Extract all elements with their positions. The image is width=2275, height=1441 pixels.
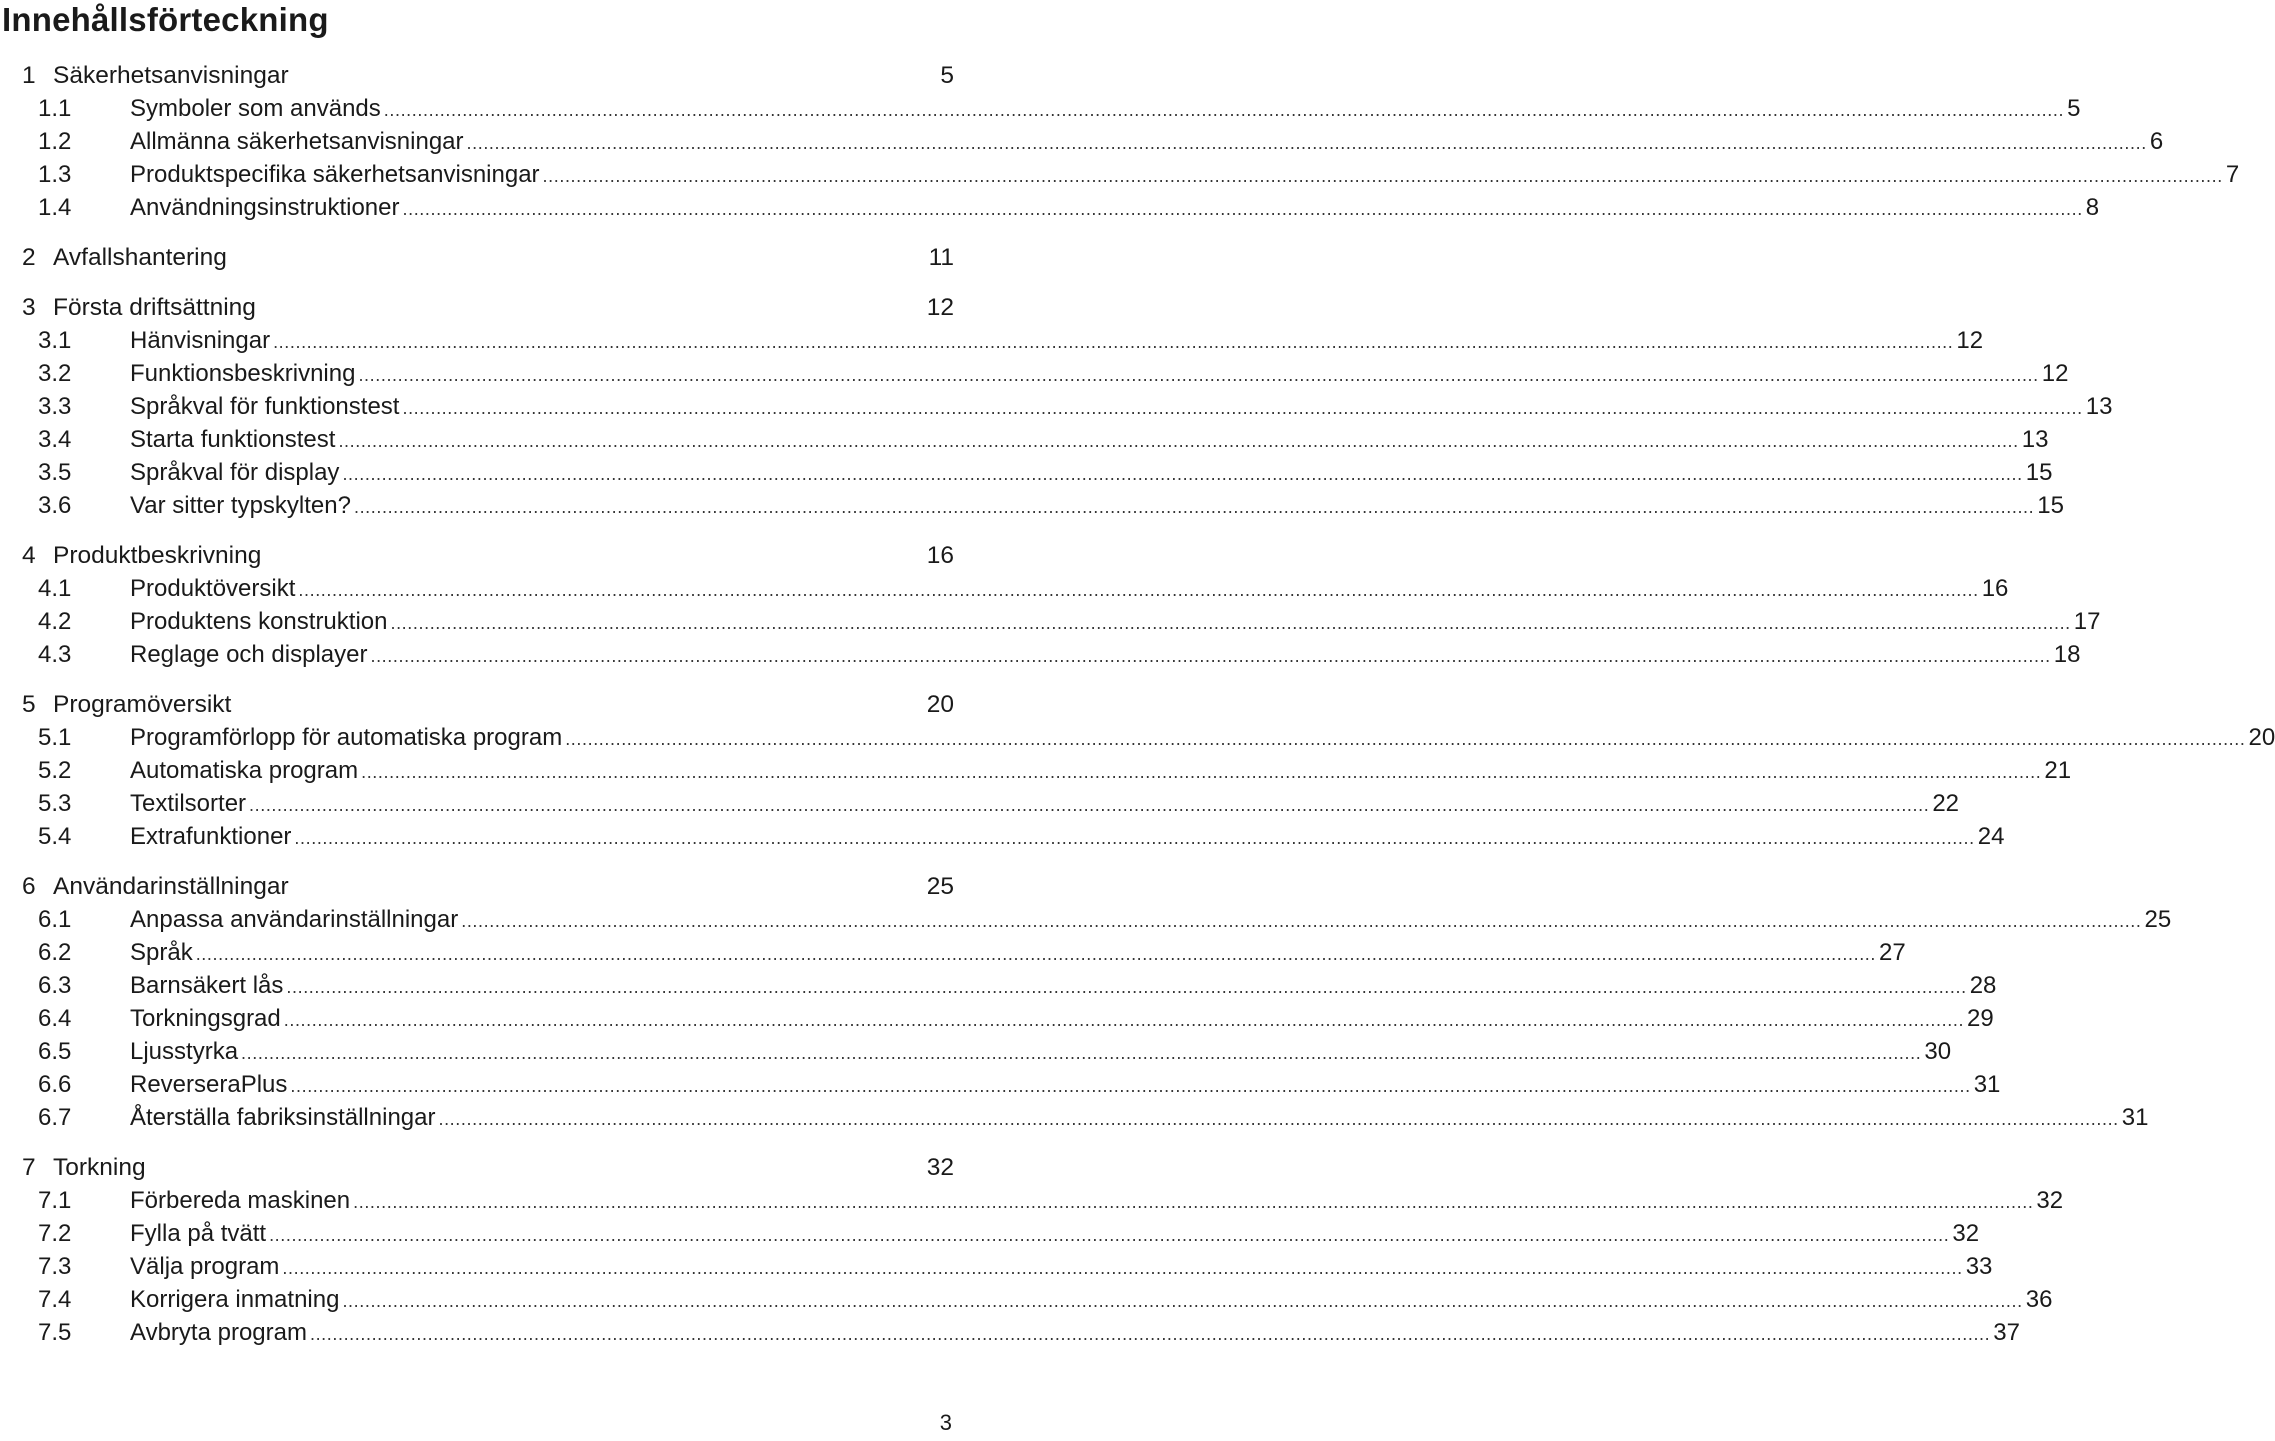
chapter-title: Produktbeskrivning bbox=[53, 542, 262, 569]
dot-leader: ............................................................................................................................................................................................................................................................................................................ bbox=[290, 1076, 1971, 1096]
section-number: 3.2 bbox=[38, 360, 72, 387]
toc-chapter[interactable] bbox=[0, 242, 960, 274]
section-number: 1.1 bbox=[38, 95, 72, 122]
toc-section[interactable] bbox=[0, 820, 2005, 853]
section-title: Reglage och displayer bbox=[130, 641, 368, 668]
section-title: Välja program bbox=[130, 1253, 280, 1280]
section-number: 3.5 bbox=[38, 459, 72, 486]
toc-chapter[interactable] bbox=[0, 292, 960, 324]
toc-section[interactable] bbox=[0, 1101, 2149, 1134]
dot-leader: ............................................................................................................................................................................................................................................................................................................ bbox=[353, 1192, 2034, 1212]
section-page: 27 bbox=[1879, 939, 1906, 966]
section-entry bbox=[130, 1217, 1980, 1252]
dot-leader: ............................................................................................................................................................................................................................................................................................................ bbox=[241, 1043, 1922, 1063]
section-title: Språkval för display bbox=[130, 459, 340, 486]
section-page: 36 bbox=[2025, 1286, 2053, 1313]
section-title: Återställa fabriksinställningar bbox=[130, 1104, 436, 1131]
toc-section[interactable] bbox=[0, 1316, 2020, 1349]
page-title: Innehållsförteckning bbox=[2, 1, 329, 38]
section-title: Produktspecifika säkerhetsanvisningar bbox=[130, 161, 540, 188]
section-page: 32 bbox=[2036, 1187, 2064, 1214]
section-title: ReverseraPlus bbox=[130, 1071, 288, 1098]
section-number: 3.1 bbox=[38, 327, 72, 354]
dot-leader: ............................................................................................................................................................................................................................................................................................................ bbox=[402, 199, 2083, 219]
section-title: Fylla på tvätt bbox=[130, 1220, 267, 1247]
section-page: 16 bbox=[1981, 575, 2009, 602]
toc-chapter[interactable] bbox=[0, 689, 960, 721]
dot-leader: ............................................................................................................................................................................................................................................................................................................ bbox=[466, 133, 2147, 153]
dot-leader: ............................................................................................................................................................................................................................................................................................................ bbox=[361, 762, 2042, 782]
section-number: 6.6 bbox=[38, 1071, 72, 1098]
chapter-number: 7 bbox=[22, 1154, 36, 1181]
chapter-page: 5 bbox=[940, 62, 954, 89]
section-entry bbox=[130, 489, 2064, 524]
dot-leader: ............................................................................................................................................................................................................................................................................................................ bbox=[286, 977, 1967, 997]
section-page: 13 bbox=[2021, 426, 2049, 453]
dot-leader: ............................................................................................................................................................................................................................................................................................................ bbox=[353, 497, 2035, 517]
dot-leader: ............................................................................................................................................................................................................................................................................................................ bbox=[249, 795, 1930, 815]
toc-section[interactable] bbox=[0, 1002, 1994, 1035]
toc-section[interactable] bbox=[0, 1217, 1980, 1250]
chapter-page: 20 bbox=[926, 691, 954, 718]
section-number: 6.1 bbox=[38, 906, 72, 933]
toc-section[interactable] bbox=[0, 572, 2009, 605]
section-page: 22 bbox=[1932, 790, 1960, 817]
toc-section[interactable] bbox=[0, 754, 2072, 787]
section-entry bbox=[130, 969, 1997, 1004]
section-number: 3.3 bbox=[38, 393, 72, 420]
section-page: 12 bbox=[1956, 327, 1984, 354]
section-page: 24 bbox=[1977, 823, 2005, 850]
toc-section[interactable] bbox=[0, 936, 1906, 969]
section-page: 12 bbox=[2041, 360, 2069, 387]
section-number: 4.1 bbox=[38, 575, 72, 602]
chapter-page: 16 bbox=[926, 542, 954, 569]
section-page: 28 bbox=[1969, 972, 1997, 999]
section-number: 6.4 bbox=[38, 1005, 72, 1032]
chapter-title: Avfallshantering bbox=[53, 244, 227, 271]
section-title: Ljusstyrka bbox=[130, 1038, 239, 1065]
section-page: 25 bbox=[2144, 906, 2172, 933]
section-page: 37 bbox=[1993, 1319, 2020, 1346]
toc-section[interactable] bbox=[0, 423, 2049, 456]
toc-section[interactable] bbox=[0, 92, 2081, 125]
dot-leader: ............................................................................................................................................................................................................................................................................................................ bbox=[383, 100, 2065, 120]
toc-section[interactable] bbox=[0, 191, 2100, 224]
section-number: 7.1 bbox=[38, 1187, 72, 1214]
dot-leader: ............................................................................................................................................................................................................................................................................................................ bbox=[370, 646, 2051, 666]
section-number: 1.3 bbox=[38, 161, 72, 188]
section-entry bbox=[130, 1283, 2053, 1318]
section-page: 31 bbox=[1973, 1071, 2001, 1098]
section-page: 30 bbox=[1924, 1038, 1952, 1065]
dot-leader: ............................................................................................................................................................................................................................................................................................................ bbox=[298, 580, 1979, 600]
chapter-number: 5 bbox=[22, 691, 36, 718]
dot-leader: ............................................................................................................................................................................................................................................................................................................ bbox=[342, 464, 2023, 484]
section-number: 5.4 bbox=[38, 823, 72, 850]
section-page: 15 bbox=[2025, 459, 2053, 486]
dot-leader: ............................................................................................................................................................................................................................................................................................................ bbox=[461, 911, 2142, 931]
section-number: 6.3 bbox=[38, 972, 72, 999]
section-entry bbox=[130, 903, 2172, 938]
section-entry bbox=[130, 191, 2100, 226]
dot-leader: ............................................................................................................................................................................................................................................................................................................ bbox=[283, 1010, 1965, 1030]
section-title: Symboler som används bbox=[130, 95, 381, 122]
section-entry bbox=[130, 1250, 1993, 1285]
section-number: 4.2 bbox=[38, 608, 72, 635]
section-entry bbox=[130, 423, 2049, 458]
section-entry bbox=[130, 1184, 2064, 1219]
chapter-title: Användarinställningar bbox=[53, 873, 289, 900]
section-title: Funktionsbeskrivning bbox=[130, 360, 356, 387]
toc-section[interactable] bbox=[0, 357, 2069, 390]
toc-chapter[interactable] bbox=[0, 871, 960, 903]
section-title: Korrigera inmatning bbox=[130, 1286, 340, 1313]
section-entry bbox=[130, 357, 2069, 392]
section-number: 1.2 bbox=[38, 128, 72, 155]
dot-leader: ............................................................................................................................................................................................................................................................................................................ bbox=[342, 1291, 2023, 1311]
chapter-title: Första driftsättning bbox=[53, 294, 256, 321]
dot-leader: ............................................................................................................................................................................................................................................................................................................ bbox=[358, 365, 2039, 385]
section-number: 7.4 bbox=[38, 1286, 72, 1313]
section-page: 17 bbox=[2073, 608, 2101, 635]
toc-chapter[interactable] bbox=[0, 540, 960, 572]
chapter-page: 32 bbox=[926, 1154, 954, 1181]
chapter-title: Torkning bbox=[53, 1154, 146, 1181]
dot-leader: ............................................................................................................................................................................................................................................................................................................ bbox=[438, 1109, 2119, 1129]
section-entry bbox=[130, 456, 2053, 491]
section-entry bbox=[130, 638, 2081, 673]
section-entry bbox=[130, 1068, 2001, 1103]
section-entry bbox=[130, 936, 1906, 971]
section-entry bbox=[130, 820, 2005, 855]
toc-section[interactable] bbox=[0, 489, 2064, 522]
chapter-number: 1 bbox=[22, 62, 36, 89]
section-page: 18 bbox=[2053, 641, 2081, 668]
toc-section[interactable] bbox=[0, 605, 2101, 638]
section-page: 20 bbox=[2248, 724, 2275, 751]
chapter-number: 4 bbox=[22, 542, 36, 569]
dot-leader: ............................................................................................................................................................................................................................................................................................................ bbox=[309, 1324, 1991, 1344]
table-of-contents bbox=[0, 60, 2275, 1349]
dot-leader: ............................................................................................................................................................................................................................................................................................................ bbox=[542, 166, 2223, 186]
toc-section[interactable] bbox=[0, 1283, 2053, 1316]
chapter-number: 2 bbox=[22, 244, 36, 271]
section-number: 5.3 bbox=[38, 790, 72, 817]
section-entry bbox=[130, 605, 2101, 640]
section-title: Användningsinstruktioner bbox=[130, 194, 400, 221]
chapter-number: 6 bbox=[22, 873, 36, 900]
section-title: Barnsäkert lås bbox=[130, 972, 284, 999]
section-number: 3.4 bbox=[38, 426, 72, 453]
chapter-page: 12 bbox=[926, 294, 954, 321]
section-entry bbox=[130, 787, 1960, 822]
toc-section[interactable] bbox=[0, 1250, 1993, 1283]
toc-section[interactable] bbox=[0, 721, 2275, 754]
section-page: 5 bbox=[2067, 95, 2081, 122]
toc-section[interactable] bbox=[0, 1184, 2064, 1217]
section-title: Programförlopp för automatiska program bbox=[130, 724, 563, 751]
toc-section[interactable] bbox=[0, 125, 2164, 158]
section-title: Textilsorter bbox=[130, 790, 247, 817]
dot-leader: ............................................................................................................................................................................................................................................................................................................ bbox=[273, 332, 1954, 352]
dot-leader: ............................................................................................................................................................................................................................................................................................................ bbox=[338, 431, 2019, 451]
section-number: 5.1 bbox=[38, 724, 72, 751]
section-title: Torkningsgrad bbox=[130, 1005, 281, 1032]
section-title: Hänvisningar bbox=[130, 327, 271, 354]
dot-leader: ............................................................................................................................................................................................................................................................................................................ bbox=[269, 1225, 1950, 1245]
chapter-page: 11 bbox=[928, 244, 954, 271]
section-entry bbox=[130, 754, 2072, 789]
section-number: 5.2 bbox=[38, 757, 72, 784]
section-page: 13 bbox=[2085, 393, 2113, 420]
section-number: 6.7 bbox=[38, 1104, 72, 1131]
section-title: Starta funktionstest bbox=[130, 426, 336, 453]
chapter-page: 25 bbox=[926, 873, 954, 900]
toc-section[interactable] bbox=[0, 787, 1960, 820]
toc-section[interactable] bbox=[0, 1068, 2001, 1101]
section-title: Språkval för funktionstest bbox=[130, 393, 400, 420]
dot-leader: ............................................................................................................................................................................................................................................................................................................ bbox=[565, 729, 2246, 749]
section-entry bbox=[130, 1002, 1994, 1037]
toc-section[interactable] bbox=[0, 158, 2240, 191]
section-entry bbox=[130, 125, 2164, 160]
toc-section[interactable] bbox=[0, 638, 2081, 671]
section-number: 4.3 bbox=[38, 641, 72, 668]
toc-section[interactable] bbox=[0, 324, 1984, 357]
section-title: Språk bbox=[130, 939, 193, 966]
section-number: 6.2 bbox=[38, 939, 72, 966]
section-page: 15 bbox=[2037, 492, 2064, 519]
section-title: Förbereda maskinen bbox=[130, 1187, 351, 1214]
chapter-title: Säkerhetsanvisningar bbox=[53, 62, 289, 89]
dot-leader: ............................................................................................................................................................................................................................................................................................................ bbox=[282, 1258, 1963, 1278]
section-title: Produktöversikt bbox=[130, 575, 296, 602]
section-entry bbox=[130, 324, 1984, 359]
section-page: 8 bbox=[2085, 194, 2100, 221]
section-number: 6.5 bbox=[38, 1038, 72, 1065]
page-number: 3 bbox=[939, 1410, 952, 1435]
section-page: 6 bbox=[2149, 128, 2164, 155]
section-entry bbox=[130, 721, 2275, 756]
section-entry bbox=[130, 1316, 2020, 1351]
chapter-title: Programöversikt bbox=[53, 691, 232, 718]
toc-section[interactable] bbox=[0, 969, 1997, 1002]
section-title: Extrafunktioner bbox=[130, 823, 292, 850]
section-title: Anpassa användarinställningar bbox=[130, 906, 459, 933]
toc-chapter[interactable] bbox=[0, 1152, 960, 1184]
section-page: 29 bbox=[1967, 1005, 1994, 1032]
section-page: 33 bbox=[1965, 1253, 1993, 1280]
dot-leader: ............................................................................................................................................................................................................................................................................................................ bbox=[294, 828, 1975, 848]
section-entry bbox=[130, 158, 2240, 193]
section-number: 7.2 bbox=[38, 1220, 72, 1247]
chapter-number: 3 bbox=[22, 294, 36, 321]
section-page: 31 bbox=[2121, 1104, 2149, 1131]
section-entry bbox=[130, 1035, 1952, 1070]
section-page: 32 bbox=[1952, 1220, 1980, 1247]
section-title: Allmänna säkerhetsanvisningar bbox=[130, 128, 464, 155]
toc-section[interactable] bbox=[0, 1035, 1952, 1068]
section-entry bbox=[130, 572, 2009, 607]
section-number: 3.6 bbox=[38, 492, 72, 519]
toc-chapter[interactable] bbox=[0, 60, 960, 92]
toc-section[interactable] bbox=[0, 456, 2053, 489]
dot-leader: ............................................................................................................................................................................................................................................................................................................ bbox=[402, 398, 2083, 418]
section-title: Automatiska program bbox=[130, 757, 359, 784]
section-number: 7.3 bbox=[38, 1253, 72, 1280]
section-title: Var sitter typskylten? bbox=[130, 492, 351, 519]
section-number: 1.4 bbox=[38, 194, 72, 221]
section-entry bbox=[130, 390, 2113, 425]
toc-section[interactable] bbox=[0, 903, 2172, 936]
dot-leader: ............................................................................................................................................................................................................................................................................................................ bbox=[390, 613, 2071, 633]
section-entry bbox=[130, 1101, 2149, 1136]
dot-leader: ............................................................................................................................................................................................................................................................................................................ bbox=[195, 944, 1876, 964]
section-page: 21 bbox=[2044, 757, 2072, 784]
section-title: Avbryta program bbox=[130, 1319, 307, 1346]
section-number: 7.5 bbox=[38, 1319, 72, 1346]
toc-section[interactable] bbox=[0, 390, 2113, 423]
section-page: 7 bbox=[2225, 161, 2240, 188]
section-entry bbox=[130, 92, 2081, 127]
section-title: Produktens konstruktion bbox=[130, 608, 388, 635]
